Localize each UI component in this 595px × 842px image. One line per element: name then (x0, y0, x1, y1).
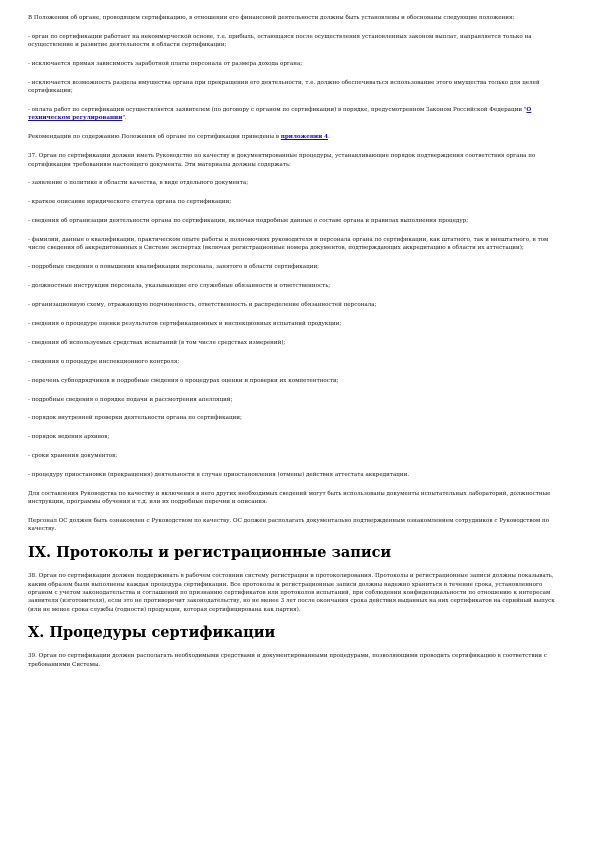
paragraph-text: 37. Орган по сертификации должен иметь Руководство по качеству и документированные процедуры, устанавливающие порядок подтверждения соответствия органа по сертификации требованиям настоящего документа. Эти материалы должны содержать: (28, 153, 536, 168)
paragraph (28, 452, 566, 460)
paragraph (28, 652, 566, 669)
paragraph (28, 152, 566, 169)
paragraph-text-after-link: ". (122, 115, 127, 122)
paragraph-text: Для составления Руководства по качеству и включения в него других необходимых сведений могут быть использованы документы испытательных лабораторий, должностные инструкции, программы обучения и т.д. или их подробные перечни и описания. (28, 490, 551, 506)
section-heading-x: X. Процедуры сертификации (28, 624, 276, 642)
paragraph-text: - сведения о процедуре инспекционного контроля; (28, 358, 180, 365)
paragraph-text: - подробные сведения о повышении квалификации персонала, занятого в области сертификации; (28, 264, 320, 271)
paragraph (28, 396, 566, 404)
paragraph (28, 339, 566, 347)
paragraph-text: - сведения о процедуре оценки результатов сертификационных и инспекционных испытаний продукции; (28, 320, 342, 327)
paragraph-text: Рекомендации по содержанию Положения об органе по сертификации приведены в (28, 134, 281, 141)
paragraph-text: - сведения об организации деятельности органа по сертификации, включая подробные данные о составе органа и правилах выполнения процедур; (28, 218, 469, 225)
paragraph (28, 572, 566, 613)
paragraph-text: В Положении об органе, проводящем сертификацию, в отношении его финансовой деятельности должны быть установлены и обоснованы следующие положения: (28, 15, 515, 21)
paragraph-text: - исключается возможность раздела имущества органа при прекращении его деятельности, т.е. должно обеспечиваться использование этого имущества только для целей сертификации; (28, 79, 540, 95)
paragraph (28, 60, 566, 68)
paragraph (28, 106, 566, 123)
paragraph (28, 14, 566, 22)
paragraph (28, 282, 566, 290)
paragraph (28, 133, 566, 141)
paragraph (28, 301, 566, 309)
paragraph-text: - подробные сведения о порядке подачи и рассмотрения апелляций; (28, 396, 233, 403)
paragraph-text: - сроки хранения документов; (28, 453, 118, 460)
paragraph-text: - исключается прямая зависимость заработной платы персонала от размера дохода органа; (28, 61, 303, 68)
paragraph-text: - перечень субподрядчиков и подробные сведения о процедурах оценки и проверки их компетентности; (28, 377, 339, 384)
paragraph-text: - порядок ведения архивов; (28, 434, 110, 441)
paragraph (28, 79, 566, 96)
section-9-body (28, 572, 566, 613)
paragraph-text: - процедуру приостановки (прекращения) деятельности в случае приостановления (отмены) действия аттестата аккредитации. (28, 472, 410, 479)
paragraph (28, 490, 566, 507)
paragraph-text: Персонал ОС должен быть ознакомлен с Руководством по качеству. ОС должен располагать документально подтвержденным ознакомлением сотрудников с Руководством по качеству. (28, 518, 550, 533)
paragraph-text: - оплата работ по сертификации осуществляется заявителем (по договору с органом по сертификации) в порядке, предусмотренном Законом Российской Федерации " (28, 107, 527, 114)
paragraph (28, 198, 566, 206)
paragraph (28, 471, 566, 479)
paragraph (28, 236, 566, 253)
document-page (28, 14, 566, 680)
paragraph (28, 517, 566, 534)
paragraph (28, 320, 566, 328)
paragraph-text: - организационную схему, отражающую подчиненность, ответственность и распределение обязанностей персонала; (28, 302, 377, 309)
paragraph (28, 179, 566, 187)
section-heading-ix: IX. Протоколы и регистрационные записи (28, 544, 392, 562)
paragraph-text: - сведения об используемых средствах испытаний (в том числе средствах измерений); (28, 339, 286, 346)
paragraph (28, 377, 566, 385)
paragraph-text: 39. Орган по сертификации должен располагать необходимыми средствами и документированными процедурами, позволяющими проводить сертификацию в соответствии с требованиями Системы. (28, 653, 547, 668)
paragraph (28, 358, 566, 366)
document-link[interactable]: О техническом регулировании (28, 107, 532, 122)
document-link[interactable]: приложении 4 (280, 134, 329, 141)
paragraph-text: - фамилии, данные о квалификации, практическом опыте работы и полномочиях руководителя и персонала органа по сертификации, как штатного, так и внештатного, в том числе сведения об аккредитованных в Системе экспертах (включая регистрационные номера документов, подтверждающих аккредитацию в области их аттестации); (28, 237, 549, 252)
paragraph (28, 33, 566, 50)
paragraph-text: - краткое описание юридического статуса органа по сертификации; (28, 199, 232, 206)
paragraph-text: - орган по сертификации работает на некоммерческой основе, т.е. прибыль, остающаяся после осуществления установленных законом выплат, направляется только на осуществление и развитие деятельности в области сертификации; (28, 33, 532, 49)
paragraph-text: 38. Орган по сертификации должен поддерживать в рабочем состоянии систему регистрации и протоколирования. Протоколы и регистрационные записи должны показывать, каким образом были выполнены каждая процедура сертификации. Все протоколы и регистрационные записи должны надежно храниться в течение срока, установленного органом с учетом законодательства и соглашений по признанию сертификатов или протоколов испытаний, при соблюдении конфиденциальности по отношению к интересам заявителя (изготовителя), если это не противоречит законодательству, но не менее 3 лет после окончания срока действия выданных на них сертификатов на серийный выпуск (или не менее срока службы (годности) продукции, которая сертифицирована как партия). (28, 573, 555, 613)
paragraph-text: - должностные инструкции персонала, указывающие его служебные обязанности и ответственность; (28, 283, 331, 290)
paragraph (28, 433, 566, 441)
paragraph (28, 217, 566, 225)
section-10-body (28, 652, 566, 669)
section-8-continuation (28, 14, 566, 534)
paragraph-text-after-link: . (328, 134, 330, 141)
paragraph (28, 414, 566, 422)
paragraph-text: - порядок внутренней проверки деятельности органа по сертификации; (28, 415, 242, 422)
paragraph (28, 263, 566, 271)
paragraph-text: - заявление о политике в области качества, в виде отдельного документа; (28, 180, 249, 187)
